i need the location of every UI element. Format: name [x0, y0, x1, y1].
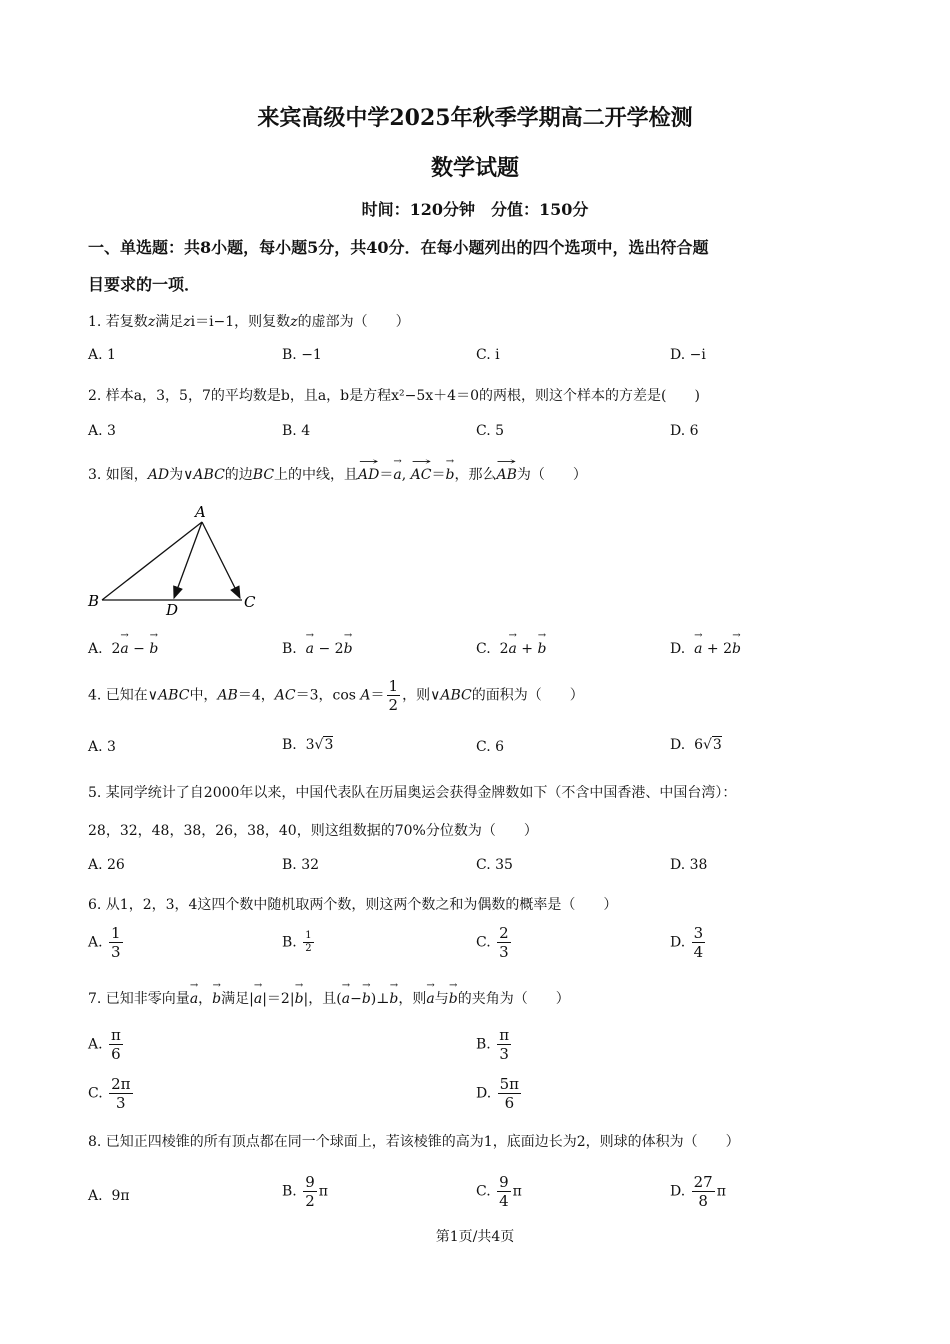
q8-option-b: B. $\frac{9}{2}$ π [282, 1173, 328, 1210]
q6-option-d: D. $\frac{3}{4}$ [670, 924, 704, 961]
q8-option-a: A. 9π [88, 1188, 130, 1204]
q4-option-b: B. 3√3 [282, 737, 334, 753]
question-5: 5. 某同学统计了自2000年以来，中国代表队在历届奥运会获得金牌数如下（不含中国香港、中国台湾）： [88, 785, 737, 801]
question-3: 3. 如图，AD为∨ABC的边BC上的中线，且→ AD＝→ a, → AC＝→ b，那么→ AB为（ ） [88, 464, 587, 484]
q3-option-b: B. → a − 2→ b [282, 641, 353, 657]
q1-option-d: D. −i [670, 347, 706, 363]
q7-option-b: B. $\frac{\pi}{3}$ [476, 1026, 510, 1063]
q2-option-a: A. 3 [88, 423, 116, 439]
q1-option-a: A. 1 [88, 347, 116, 363]
exam-meta: 时间：120分钟 分值：150分 [361, 200, 589, 219]
triangle-figure [84, 500, 274, 622]
q5-option-b: B. 32 [282, 857, 320, 873]
subject-title: 数学试题 [430, 155, 519, 181]
q3-option-a: A. 2→ a − → b [88, 641, 158, 657]
vector-ac [202, 522, 240, 598]
q2-option-d: D. 6 [670, 423, 699, 439]
q6-option-a: A. $\frac{1}{3}$ [88, 924, 121, 961]
q7-option-a: A. $\frac{\pi}{6}$ [88, 1026, 121, 1063]
question-1: 1. 若复数z满足zi＝i−1，则复数z的虚部为（ ） [88, 314, 410, 330]
question-8: 8. 已知正四棱锥的所有顶点都在同一个球面上，若该棱锥的高为1，底面边长为2，则球的体积为（ ） [88, 1134, 740, 1150]
q1-option-c: C. i [476, 347, 500, 363]
label-c: C [244, 593, 256, 611]
q4-option-a: A. 3 [88, 739, 116, 755]
question-5-data: 28，32，48，38，26，38，40，则这组数据的70%分位数为（ ） [88, 823, 538, 839]
q5-option-a: A. 26 [88, 857, 125, 873]
q4-option-d: D. 6√3 [670, 737, 722, 753]
q7-option-d: D. $\frac{5\pi}{6}$ [476, 1075, 520, 1112]
q5-option-d: D. 38 [670, 857, 708, 873]
q3-option-d: D. → a + 2→ b [670, 641, 741, 657]
label-d: D [166, 601, 179, 619]
question-7: 7. 已知非零向量→ a，→ b满足|→ a|＝2|→ b|，且(→ a−→ b)⊥→ b，则→ a与→ b的夹角为（ ） [88, 988, 570, 1008]
q8-option-c: C. $\frac{9}{4}$ π [476, 1173, 522, 1210]
q2-option-c: C. 5 [476, 423, 505, 439]
q5-option-c: C. 35 [476, 857, 513, 873]
q7-option-c: C. $\frac{2\pi}{3}$ [88, 1075, 131, 1112]
q1-option-b: B. −1 [282, 347, 322, 363]
q6-option-c: C. $\frac{2}{3}$ [476, 924, 509, 961]
label-b: B [88, 592, 100, 610]
exam-title: 来宾高级中学2025年秋季学期高二开学检测 [257, 105, 693, 131]
q4-option-c: C. 6 [476, 739, 505, 755]
q2-option-b: B. 4 [282, 423, 311, 439]
section-heading-cont: 目要求的一项． [88, 275, 201, 294]
label-a: A [195, 503, 206, 521]
question-6: 6. 从1，2，3，4这四个数中随机取两个数，则这两个数之和为偶数的概率是（ ） [88, 897, 618, 913]
q6-option-b: B. $\frac{1}{2}$ [282, 930, 312, 954]
q3-option-c: C. 2→ a + → b [476, 641, 546, 657]
question-2: 2. 样本a，3，5，7的平均数是b，且a，b是方程x²−5x＋4＝0的两根，则这个样本的方差是( ) [88, 388, 700, 404]
q8-option-d: D. $\frac{27}{8}$ π [670, 1173, 726, 1210]
section-heading: 一、单选题：共8小题，每小题5分，共40分．在每小题列出的四个选项中，选出符合题 [88, 238, 709, 257]
page-footer: 第1页/共4页 [435, 1229, 515, 1245]
question-4: 4. 已知在∨ABC中，AB＝4，AC＝3，cos A＝ $\frac{1}{2}$ ，则∨ABC的面积为（ ） [88, 677, 584, 714]
